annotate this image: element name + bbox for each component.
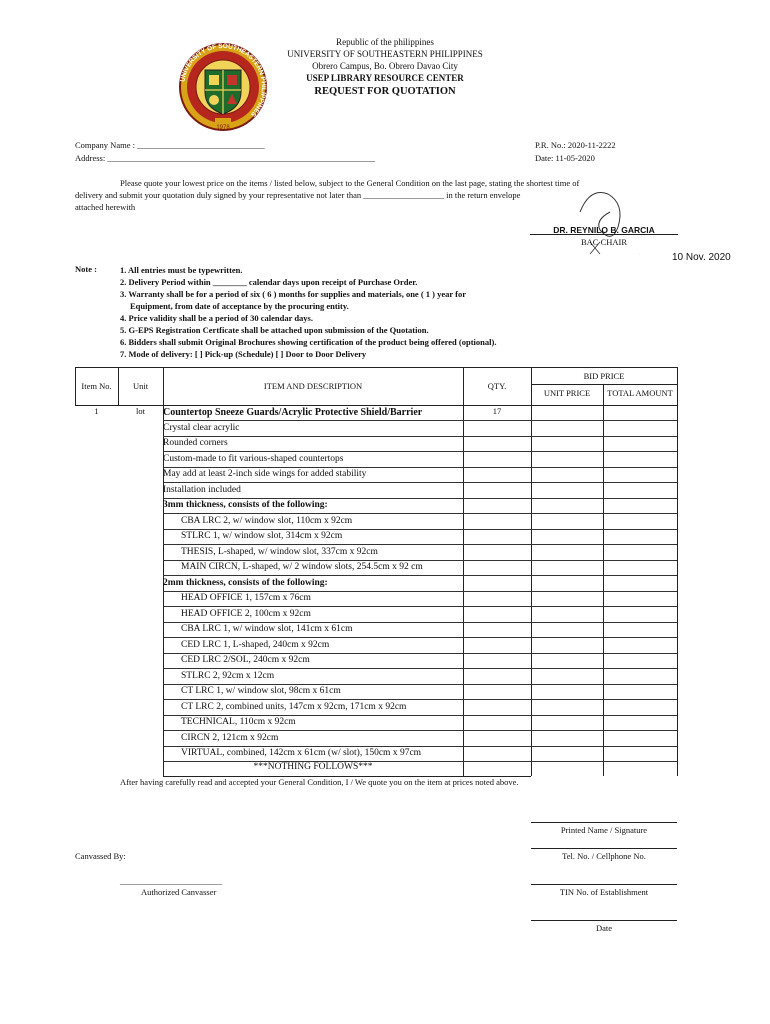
desc-row: HEAD OFFICE 2, 100cm x 92cm (181, 609, 311, 619)
tel-label: Tel. No. / Cellphone No. (562, 851, 646, 861)
desc-row: CT LRC 2, combined units, 147cm x 92cm, 171cm x 92cm (181, 702, 407, 712)
instruction-line-3: attached herewith (75, 202, 136, 212)
note-item: 1. All entries must be typewritten. (120, 265, 243, 275)
svg-text:UNIVERSITY OF SOUTHEASTERN PHI: UNIVERSITY OF SOUTHEASTERN PHILIPPINES (179, 42, 268, 118)
seal-ring-text (178, 42, 268, 132)
table-row-line (163, 420, 677, 421)
desc-row: HEAD OFFICE 1, 157cm x 76cm (181, 593, 311, 603)
chair-title: BAC CHAIR (580, 237, 628, 247)
pr-number: P.R. No.: 2020-11-2222 (535, 140, 616, 150)
page-title: REQUEST FOR QUOTATION (314, 86, 456, 97)
tin-label: TIN No. of Establishment (559, 887, 649, 897)
desc-row: CIRCN 2, 121cm x 92cm (181, 733, 279, 743)
printed-name-line (531, 822, 677, 823)
table-row-line (163, 436, 677, 437)
item-number: 1 (94, 406, 99, 416)
desc-row: Crystal clear acrylic (163, 423, 240, 433)
pr-date: Date: 11-05-2020 (535, 153, 595, 163)
instruction-line-2: delivery and submit your quotation duly signed by your representative not later than ___________________ in the return envelope (75, 190, 521, 200)
desc-row: TECHNICAL, 110cm x 92cm (181, 717, 296, 727)
desc-row: Rounded corners (163, 438, 228, 448)
company-name-label: Company Name : ______________________________ (75, 140, 265, 150)
note-item: 3. Warranty shall be for a period of six ( 6 ) months for supplies and materials, one ( 1 ) year for (120, 289, 466, 299)
desc-row: CBA LRC 2, w/ window slot, 110cm x 92cm (181, 516, 353, 526)
tin-line (531, 884, 677, 885)
desc-row: Custom-made to fit various-shaped countertops (163, 454, 344, 464)
note-item: 4. Price validity shall be a period of 30 calendar days. (120, 313, 313, 323)
printed-name-label: Printed Name / Signature (560, 825, 648, 835)
tel-line (531, 848, 677, 849)
desc-row: May add at least 2-inch side wings for added stability (163, 469, 367, 479)
note-item: Equipment, from date of acceptance by the procuring entity. (130, 301, 349, 311)
item-unit: lot (136, 406, 145, 416)
chair-name: DR. REYNILO B. GARCIA (553, 225, 655, 235)
item-qty: 17 (492, 406, 502, 416)
acceptance-text: After having carefully read and accepted your General Condition, I / We quote you on the item at prices noted above. (120, 777, 519, 787)
note-label: Note : (75, 264, 97, 274)
svg-text:1978: 1978 (216, 125, 230, 131)
header-university: UNIVERSITY OF SOUTHEASTERN PHILIPPINES (287, 49, 483, 59)
authorized-canvasser-label: Authorized Canvasser (141, 887, 217, 897)
desc-row: THESIS, L-shaped, w/ window slot, 337cm x 92cm (181, 547, 378, 557)
desc-row: STLRC 2, 92cm x 12cm (181, 671, 275, 681)
col-unit-price: UNIT PRICE (543, 388, 591, 398)
desc-row: CED LRC 2/SOL, 240cm x 92cm (181, 655, 310, 665)
desc-row: CT LRC 1, w/ window slot, 98cm x 61cm (181, 686, 341, 696)
canvasser-blank: ________________________ (120, 876, 222, 886)
header-country: Republic of the philippines (336, 37, 434, 47)
desc-row: CED LRC 1, L-shaped, 240cm x 92cm (181, 640, 330, 650)
header-office: USEP LIBRARY RESOURCE CENTER (306, 73, 464, 83)
desc-section: 3mm thickness, consists of the following: (163, 500, 328, 510)
col-unit: Unit (132, 381, 149, 391)
note-item: 7. Mode of delivery: [ ] Pick-up (Schedule) [ ] Door to Door Delivery (120, 349, 367, 359)
address-label: Address: _______________________________________________________________ (75, 153, 376, 163)
item-title: Countertop Sneeze Guards/Acrylic Protective Shield/Barrier (163, 407, 423, 418)
note-item: 6. Bidders shall submit Original Brochures showing certification of the product being offered (optional). (120, 337, 497, 347)
nothing-follows: ***NOTHING FOLLOWS*** (253, 762, 373, 772)
desc-row: VIRTUAL, combined, 142cm x 61cm (w/ slot), 150cm x 97cm (181, 748, 422, 758)
date-label: Date (595, 923, 613, 933)
date-line (531, 920, 677, 921)
signed-date: 10 Nov. 2020 (672, 252, 731, 263)
col-description: ITEM AND DESCRIPTION (263, 381, 363, 391)
desc-section: 2mm thickness, consists of the following: (163, 578, 328, 588)
desc-row: STLRC 1, w/ window slot, 314cm x 92cm (181, 531, 343, 541)
desc-row: CBA LRC 1, w/ window slot, 141cm x 61cm (181, 624, 353, 634)
desc-row: MAIN CIRCN, L-shaped, w/ 2 window slots, 254.5cm x 92 cm (181, 562, 423, 572)
header-campus: Obrero Campus, Bo. Obrero Davao City (312, 61, 458, 71)
note-item: 2. Delivery Period within ________ calendar days upon receipt of Purchase Order. (120, 277, 418, 287)
canvassed-by-label: Canvassed By: (75, 851, 126, 861)
col-bid-price: BID PRICE (583, 371, 625, 381)
col-qty: QTY. (487, 381, 507, 391)
note-item: 5. G-EPS Registration Certficate shall be attached upon submission of the Quotation. (120, 325, 429, 335)
instruction-line-1: Please quote your lowest price on the items / listed below, subject to the General Condition on the last page, stating the shortest time of (120, 178, 580, 188)
desc-row: Installation included (163, 485, 241, 495)
col-item-no: Item No. (81, 381, 112, 391)
col-total-amount: TOTAL AMOUNT (607, 388, 673, 398)
